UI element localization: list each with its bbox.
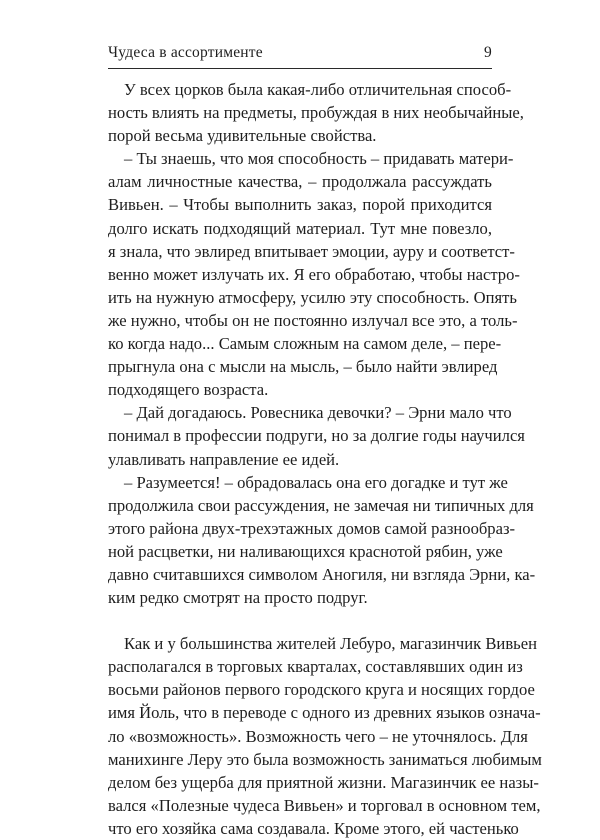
text-line: этого района двух-трехэтажных домов самой разнообраз- [108,518,516,538]
text-line: венно может излучать их. Я его обработаю, чтобы настро- [108,264,520,284]
chapter-title: Чудеса в ассортименте [108,44,263,61]
text-line: ность влиять на предметы, пробуждая в них необычайные, [108,103,524,123]
paragraph [108,147,520,401]
text-line: алам личностные качества, – продолжала рассуждать [108,172,492,192]
text-line: ить на нужную атмосферу, усилю эту способность. Опять [108,287,517,307]
paragraph [108,471,536,610]
text-line: У всех цорков была какая-либо отличительная способ- [124,80,512,99]
page-number: 9 [484,44,492,61]
text-line: делом без ущерба для приятной жизни. Магазинчик ее назы- [108,772,539,792]
text-line: же нужно, чтобы он не постоянно излучал все это, а толь- [108,310,518,330]
text-line: что его хозяйка сама создавала. Кроме этого, ей частенько [108,818,519,838]
section-break [108,609,492,632]
text-line: порой весьма удивительные свойства. [108,126,377,146]
header-rule [108,68,492,69]
paragraph [108,78,524,147]
text-line: ло «возможность». Возможность чего – не уточнялось. Для [108,726,528,746]
text-line: продолжила свои рассуждения, не замечая ни типичных для [108,495,534,515]
text-line: располагался в торговых кварталах, составлявших один из [108,657,523,677]
text-line: Как и у большинства жителей Лебуро, магазинчик Вивьен [124,634,537,654]
text-line: подходящего возраста. [108,380,269,400]
text-line: давно считавшихся символом Аногиля, ни взгляда Эрни, ка- [108,564,536,584]
running-header [108,44,492,62]
text-line: имя Йоль, что в переводе с одного из древних языков означа- [108,703,541,723]
text-line: – Разумеется! – обрадовалась она его догадке и тут же [124,472,508,492]
text-line: Вивьен. – Чтобы выполнить заказ, порой приходится [108,195,492,215]
text-line: ким редко смотрят на просто подруг. [108,588,368,608]
text-line: я знала, что эвлиред впитывает эмоции, ауру и соответст- [108,241,515,261]
paragraph [108,401,525,470]
text-line: ной расцветки, ни наливающихся краснотой рябин, уже [108,541,503,561]
text-line: улавливать направление ее идей. [108,449,340,469]
text-line: – Ты знаешь, что моя способность – придавать матери- [124,149,514,169]
text-body [108,78,542,840]
text-line: понимал в профессии подруги, но за долгие годы научился [108,426,525,446]
paragraph [108,632,542,840]
text-line: манихинге Леру это была возможность заниматься любимым [108,749,542,769]
text-line: восьми районов первого городского круга и носящих гордое [108,680,535,700]
text-line: ко когда надо... Самым сложным на самом деле, – пере- [108,334,502,354]
text-line: прыгнула она с мысли на мысль, – было найти эвлиред [108,357,498,377]
text-line: вался «Полезные чудеса Вивьен» и торговал в основном тем, [108,795,541,815]
text-line: – Дай догадаюсь. Ровесника девочки? – Эрни мало что [124,403,512,423]
text-line: долго искать подходящий материал. Тут мне повезло, [108,218,492,238]
